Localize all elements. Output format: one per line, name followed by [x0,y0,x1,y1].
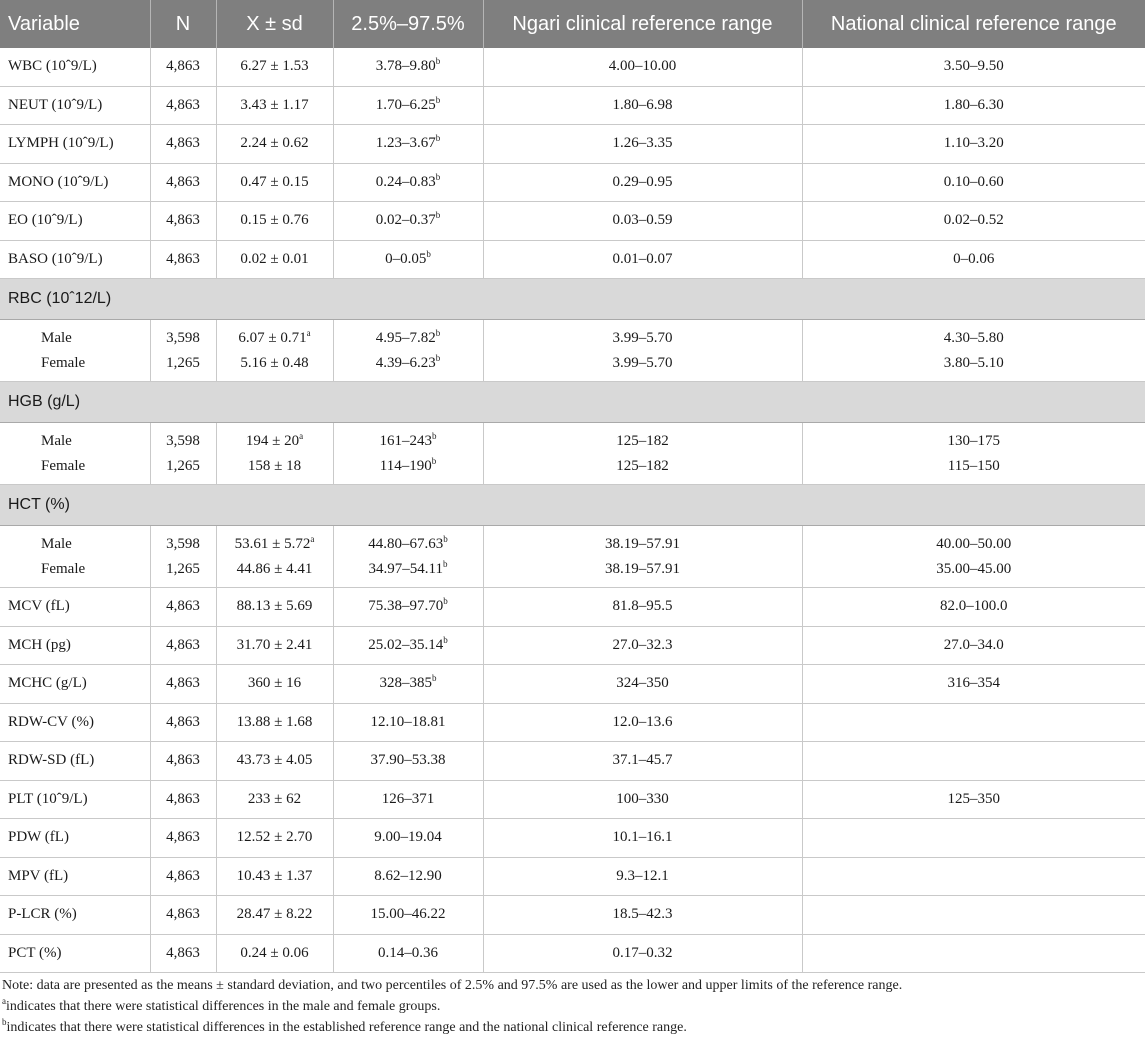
national-range-cell: 82.0–100.0 [802,588,1145,627]
n-cell [150,320,216,382]
percentile-range-cell [333,125,483,164]
n-cell: 4,863 [150,202,216,241]
footnote-a-mark: a [2,996,6,1006]
footnote-b-text: indicates that there were statistical differences in the established reference range and the national clinical reference range. [7,1020,687,1035]
n-value: 1,265 [151,351,216,376]
percentile-range-cell [333,819,483,858]
ngari-range-value: 38.19–57.91 [484,557,802,582]
national-range-cell [802,934,1145,973]
percentile-range-value: 1.70–6.25 [376,97,436,113]
percentile-range-value: 75.38–97.70 [368,598,443,614]
national-range-cell [802,896,1145,935]
mean-sd-value: 0.02 ± 0.01 [240,251,308,267]
variable-cell: NEUT (10ˆ9/L) [0,86,150,125]
table-row [0,934,1145,973]
percentile-range-value: 8.62–12.90 [374,868,442,884]
ngari-range-value: 3.99–5.70 [484,326,802,351]
percentile-range-value: 4.95–7.82 [376,330,436,346]
table-row [0,703,1145,742]
mean-sd-cell [216,423,333,485]
percentile-range-value: 34.97–54.11 [369,561,443,577]
mean-sd-value-mark: a [310,534,314,544]
national-range-value: 130–175 [803,429,1145,454]
percentile-range-value-mark: b [432,456,437,466]
n-cell: 4,863 [150,163,216,202]
mean-sd-value: 0.15 ± 0.76 [240,212,308,228]
n-cell: 4,863 [150,934,216,973]
ngari-range-cell: 12.0–13.6 [483,703,802,742]
n-cell: 4,863 [150,86,216,125]
variable-cell: RDW-SD (fL) [0,742,150,781]
variable-cell: BASO (10ˆ9/L) [0,240,150,279]
percentile-range-value-mark: b [443,596,448,606]
mean-sd-cell [216,742,333,781]
percentile-range-value: 12.10–18.81 [371,714,446,730]
ngari-range-cell: 0.29–0.95 [483,163,802,202]
header-national-range: National clinical reference range [802,0,1145,48]
table-body [0,48,1145,973]
percentile-range-value: 44.80–67.63 [368,536,443,552]
header-n: N [150,0,216,48]
n-cell: 4,863 [150,703,216,742]
percentile-range-value-mark: b [436,56,441,66]
header-ngari-range: Ngari clinical reference range [483,0,802,48]
variable-cell: PLT (10ˆ9/L) [0,780,150,819]
national-range-cell: 316–354 [802,665,1145,704]
percentile-range-cell [333,780,483,819]
percentile-range-value: 0–0.05 [385,251,426,267]
mean-sd-value: 43.73 ± 4.05 [237,752,313,768]
ngari-range-cell: 0.17–0.32 [483,934,802,973]
percentile-range-value-mark: b [436,328,441,338]
mean-sd-cell [216,934,333,973]
mean-sd-cell [216,526,333,588]
mean-sd-value: 0.24 ± 0.06 [240,945,308,961]
n-cell: 4,863 [150,819,216,858]
ngari-range-cell: 10.1–16.1 [483,819,802,858]
ngari-range-value: 125–182 [484,454,802,479]
mean-sd-value: 31.70 ± 2.41 [237,637,313,653]
national-range-cell: 0.10–0.60 [802,163,1145,202]
n-cell: 4,863 [150,742,216,781]
sex-split-row [0,526,1145,588]
ngari-range-cell [483,526,802,588]
mean-sd-value: 194 ± 20 [246,433,299,449]
percentile-range-value: 0.14–0.36 [378,945,438,961]
section-row [0,279,1145,320]
percentile-range-cell [333,240,483,279]
sex-split-row [0,320,1145,382]
percentile-range-value-mark: b [426,249,431,259]
group-cell [0,423,150,485]
percentile-range-cell [333,202,483,241]
ngari-range-cell: 100–330 [483,780,802,819]
mean-sd-cell [216,588,333,627]
ngari-range-cell [483,320,802,382]
mean-sd-value: 360 ± 16 [248,675,301,691]
group-label: Male [8,326,150,351]
national-range-cell [802,857,1145,896]
percentile-range-value: 15.00–46.22 [371,906,446,922]
ngari-range-cell [483,423,802,485]
group-label: Female [8,454,150,479]
n-cell: 4,863 [150,857,216,896]
ngari-range-cell: 18.5–42.3 [483,896,802,935]
ngari-range-cell: 1.80–6.98 [483,86,802,125]
percentile-range-cell [333,857,483,896]
ngari-range-value: 38.19–57.91 [484,532,802,557]
table-header-row [0,0,1145,48]
n-value: 3,598 [151,429,216,454]
mean-sd-cell [216,780,333,819]
national-range-cell: 0.02–0.52 [802,202,1145,241]
group-label: Male [8,429,150,454]
header-variable: Variable [0,0,150,48]
percentile-range-value: 114–190 [380,458,432,474]
group-label: Female [8,351,150,376]
percentile-range-value-mark: b [443,559,448,569]
n-cell: 4,863 [150,588,216,627]
section-row [0,485,1145,526]
percentile-range-value: 37.90–53.38 [371,752,446,768]
ngari-range-cell: 324–350 [483,665,802,704]
mean-sd-line [217,326,333,351]
variable-cell: MCH (pg) [0,626,150,665]
footnote-a-text: indicates that there were statistical differences in the male and female groups. [6,999,440,1014]
mean-sd-cell [216,320,333,382]
section-label: RBC (10ˆ12/L) [0,279,1145,320]
mean-sd-value: 233 ± 62 [248,791,301,807]
table-row [0,896,1145,935]
mean-sd-value: 13.88 ± 1.68 [237,714,313,730]
percentile-range-cell [333,526,483,588]
percentile-range-value-mark: b [436,95,441,105]
mean-sd-value: 28.47 ± 8.22 [237,906,313,922]
table-row [0,86,1145,125]
percentile-range-value-mark: b [432,673,437,683]
percentile-range-cell [333,934,483,973]
n-cell: 4,863 [150,240,216,279]
ngari-range-cell: 81.8–95.5 [483,588,802,627]
percentile-range-value: 161–243 [380,433,433,449]
mean-sd-cell [216,125,333,164]
n-value: 3,598 [151,532,216,557]
mean-sd-value: 158 ± 18 [248,458,301,474]
mean-sd-line [217,557,333,582]
table-row [0,163,1145,202]
variable-cell: RDW-CV (%) [0,703,150,742]
percentile-range-value-mark: b [436,172,441,182]
percentile-range-cell [333,163,483,202]
mean-sd-value: 5.16 ± 0.48 [240,355,308,371]
ngari-range-value: 3.99–5.70 [484,351,802,376]
table-row [0,125,1145,164]
ngari-range-cell: 4.00–10.00 [483,48,802,86]
percentile-range-cell [333,588,483,627]
percentile-range-cell [333,320,483,382]
ngari-range-cell: 1.26–3.35 [483,125,802,164]
n-cell: 4,863 [150,665,216,704]
n-value: 1,265 [151,557,216,582]
percentile-range-value-mark: b [443,635,448,645]
footnote-a [2,996,1142,1017]
section-label: HGB (g/L) [0,382,1145,423]
mean-sd-cell [216,857,333,896]
table-row [0,626,1145,665]
percentile-range-cell [333,742,483,781]
percentile-range-cell [333,86,483,125]
percentile-range-value: 0.02–0.37 [376,212,436,228]
percentile-range-value: 9.00–19.04 [374,829,442,845]
ngari-range-cell: 0.01–0.07 [483,240,802,279]
mean-sd-value: 6.07 ± 0.71 [238,330,306,346]
national-range-cell: 27.0–34.0 [802,626,1145,665]
table-row [0,742,1145,781]
national-range-cell [802,819,1145,858]
table-row [0,780,1145,819]
table-row [0,588,1145,627]
mean-sd-cell [216,163,333,202]
mean-sd-line [217,454,333,479]
mean-sd-cell [216,819,333,858]
percentile-range-cell [333,703,483,742]
percentile-range-line [334,532,483,557]
national-range-cell [802,526,1145,588]
table-row [0,202,1145,241]
national-range-cell: 125–350 [802,780,1145,819]
percentile-range-value-mark: b [436,133,441,143]
variable-cell: WBC (10ˆ9/L) [0,48,150,86]
percentile-range-value: 25.02–35.14 [368,637,443,653]
group-label: Male [8,532,150,557]
percentile-range-line [334,557,483,582]
variable-cell: MONO (10ˆ9/L) [0,163,150,202]
table-row [0,48,1145,86]
header-mean-sd: X ± sd [216,0,333,48]
mean-sd-cell [216,703,333,742]
section-label: HCT (%) [0,485,1145,526]
variable-cell: MCV (fL) [0,588,150,627]
mean-sd-value: 12.52 ± 2.70 [237,829,313,845]
group-cell [0,320,150,382]
n-cell [150,526,216,588]
mean-sd-value: 88.13 ± 5.69 [237,598,313,614]
mean-sd-line [217,429,333,454]
variable-cell: MCHC (g/L) [0,665,150,704]
mean-sd-cell [216,240,333,279]
mean-sd-cell [216,48,333,86]
ngari-range-cell: 9.3–12.1 [483,857,802,896]
variable-cell: PDW (fL) [0,819,150,858]
percentile-range-value-mark: b [443,534,448,544]
mean-sd-value: 2.24 ± 0.62 [240,135,308,151]
percentile-range-cell [333,626,483,665]
national-range-cell: 3.50–9.50 [802,48,1145,86]
percentile-range-value-mark: b [436,210,441,220]
percentile-range-line [334,351,483,376]
table-row [0,665,1145,704]
ngari-range-cell: 37.1–45.7 [483,742,802,781]
percentile-range-value: 126–371 [382,791,435,807]
percentile-range-line [334,454,483,479]
national-range-value: 4.30–5.80 [803,326,1145,351]
mean-sd-value-mark: a [299,431,303,441]
mean-sd-value: 53.61 ± 5.72 [235,536,311,552]
percentile-range-value-mark: b [432,431,437,441]
variable-cell: P-LCR (%) [0,896,150,935]
mean-sd-value: 3.43 ± 1.17 [240,97,308,113]
n-cell: 4,863 [150,896,216,935]
mean-sd-cell [216,896,333,935]
mean-sd-value: 10.43 ± 1.37 [237,868,313,884]
national-range-cell [802,742,1145,781]
mean-sd-cell [216,86,333,125]
national-range-cell: 0–0.06 [802,240,1145,279]
n-value: 1,265 [151,454,216,479]
n-cell: 4,863 [150,125,216,164]
section-row [0,382,1145,423]
n-value: 3,598 [151,326,216,351]
ngari-range-cell: 27.0–32.3 [483,626,802,665]
footnote-general: Note: data are presented as the means ± standard deviation, and two percentiles of 2.5% and 97.5% are used as the lower and upper limits of the reference range. [2,975,1142,996]
percentile-range-value: 0.24–0.83 [376,174,436,190]
n-cell: 4,863 [150,626,216,665]
national-range-value: 3.80–5.10 [803,351,1145,376]
percentile-range-value: 4.39–6.23 [376,355,436,371]
header-percentile-range: 2.5%–97.5% [333,0,483,48]
variable-cell: EO (10ˆ9/L) [0,202,150,241]
percentile-range-line [334,326,483,351]
percentile-range-cell [333,423,483,485]
table-row [0,857,1145,896]
mean-sd-line [217,351,333,376]
mean-sd-value-mark: a [307,328,311,338]
group-label: Female [8,557,150,582]
mean-sd-cell [216,202,333,241]
variable-cell: PCT (%) [0,934,150,973]
national-range-cell: 1.10–3.20 [802,125,1145,164]
group-cell [0,526,150,588]
sex-split-row [0,423,1145,485]
mean-sd-cell [216,626,333,665]
national-range-value: 115–150 [803,454,1145,479]
percentile-range-value: 328–385 [380,675,433,691]
mean-sd-value: 6.27 ± 1.53 [240,58,308,74]
percentile-range-value-mark: b [436,353,441,363]
percentile-range-value: 1.23–3.67 [376,135,436,151]
table-footnotes [2,975,1142,1038]
percentile-range-cell [333,665,483,704]
percentile-range-cell [333,48,483,86]
national-range-value: 40.00–50.00 [803,532,1145,557]
national-range-cell [802,703,1145,742]
table-row [0,240,1145,279]
ngari-range-cell: 0.03–0.59 [483,202,802,241]
table-row [0,819,1145,858]
footnote-b-mark: b [2,1017,7,1027]
national-range-cell [802,320,1145,382]
n-cell: 4,863 [150,48,216,86]
n-cell [150,423,216,485]
variable-cell: MPV (fL) [0,857,150,896]
variable-cell: LYMPH (10ˆ9/L) [0,125,150,164]
mean-sd-line [217,532,333,557]
mean-sd-value: 44.86 ± 4.41 [237,561,313,577]
percentile-range-cell [333,896,483,935]
mean-sd-value: 0.47 ± 0.15 [240,174,308,190]
national-range-cell: 1.80–6.30 [802,86,1145,125]
n-cell: 4,863 [150,780,216,819]
ngari-range-value: 125–182 [484,429,802,454]
mean-sd-cell [216,665,333,704]
percentile-range-value: 3.78–9.80 [376,58,436,74]
national-range-value: 35.00–45.00 [803,557,1145,582]
percentile-range-line [334,429,483,454]
national-range-cell [802,423,1145,485]
